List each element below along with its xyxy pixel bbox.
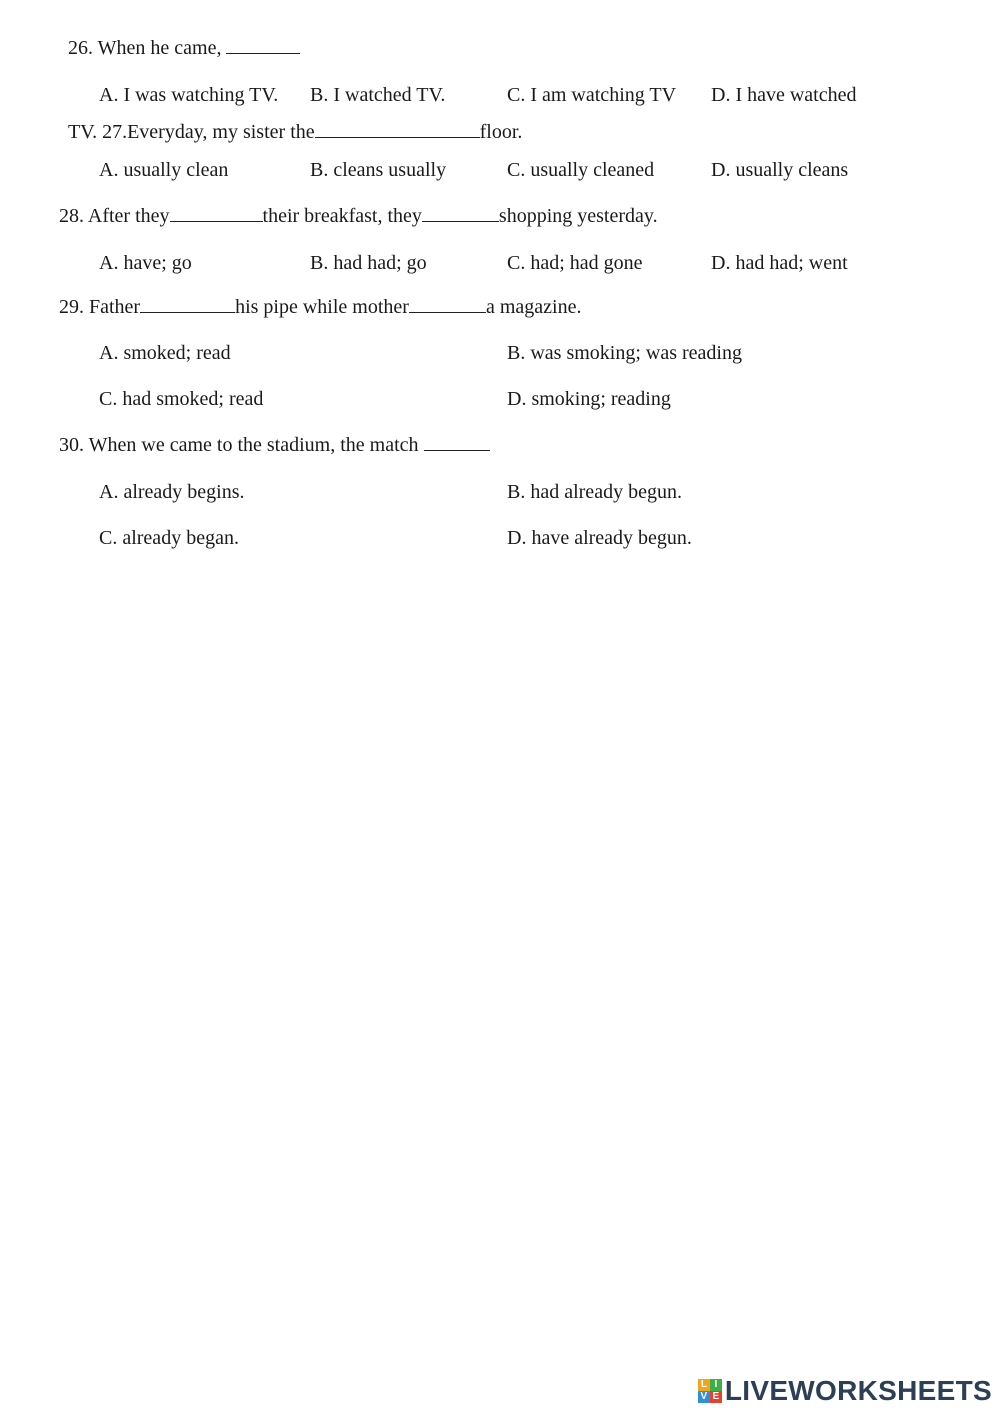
question-28-part1: 28. After they [59, 205, 170, 227]
question-28 [59, 204, 658, 228]
answer-blank[interactable] [409, 296, 486, 313]
liveworksheets-logo-icon [698, 1379, 722, 1403]
answer-blank[interactable] [226, 37, 300, 54]
option-27-b[interactable]: B. cleans usually [310, 159, 447, 181]
option-26-b[interactable]: B. I watched TV. [310, 84, 446, 106]
question-26 [68, 36, 300, 60]
option-27-d[interactable]: D. usually cleans [711, 159, 849, 181]
option-29-b[interactable]: B. was smoking; was reading [507, 342, 742, 364]
answer-blank[interactable] [424, 434, 490, 451]
option-30-b[interactable]: B. had already begun. [507, 481, 682, 503]
option-28-c[interactable]: C. had; had gone [507, 252, 643, 274]
logo-tile-v: V [698, 1391, 710, 1403]
question-30 [59, 433, 490, 457]
question-27 [68, 120, 522, 144]
logo-tile-l: L [698, 1379, 710, 1391]
option-29-a[interactable]: A. smoked; read [99, 342, 231, 364]
logo-tile-i: I [710, 1379, 722, 1391]
question-27-pre: TV. 27.Everyday, my sister the [68, 121, 315, 143]
answer-blank[interactable] [422, 205, 499, 222]
question-28-part2: their breakfast, they [262, 205, 422, 227]
option-27-a[interactable]: A. usually clean [99, 159, 229, 181]
question-28-part3: shopping yesterday. [498, 205, 658, 227]
question-27-post: floor. [479, 121, 523, 143]
option-30-d[interactable]: D. have already begun. [507, 527, 692, 549]
answer-blank[interactable] [140, 296, 235, 313]
logo-tile-e: E [710, 1391, 722, 1403]
liveworksheets-logo[interactable] [698, 1375, 992, 1407]
option-26-a[interactable]: A. I was watching TV. [99, 84, 279, 106]
option-30-a[interactable]: A. already begins. [99, 481, 245, 503]
option-26-d[interactable]: D. I have watched [711, 84, 857, 106]
question-30-stem: 30. When we came to the stadium, the match [59, 434, 424, 456]
option-28-b[interactable]: B. had had; go [310, 252, 427, 274]
option-28-d[interactable]: D. had had; went [711, 252, 848, 274]
question-29-part1: 29. Father [59, 296, 141, 318]
option-26-c[interactable]: C. I am watching TV [507, 84, 677, 106]
question-29-part2: his pipe while mother [235, 296, 409, 318]
question-29-part3: a magazine. [485, 296, 582, 318]
option-27-c[interactable]: C. usually cleaned [507, 159, 655, 181]
option-29-d[interactable]: D. smoking; reading [507, 388, 671, 410]
question-29 [59, 295, 581, 319]
question-26-stem: 26. When he came, [68, 37, 227, 59]
answer-blank[interactable] [170, 205, 263, 222]
option-29-c[interactable]: C. had smoked; read [99, 388, 264, 410]
logo-wordmark: LIVEWORKSHEETS [724, 1375, 992, 1406]
option-30-c[interactable]: C. already began. [99, 527, 239, 549]
answer-blank[interactable] [315, 121, 480, 138]
option-28-a[interactable]: A. have; go [99, 252, 192, 274]
